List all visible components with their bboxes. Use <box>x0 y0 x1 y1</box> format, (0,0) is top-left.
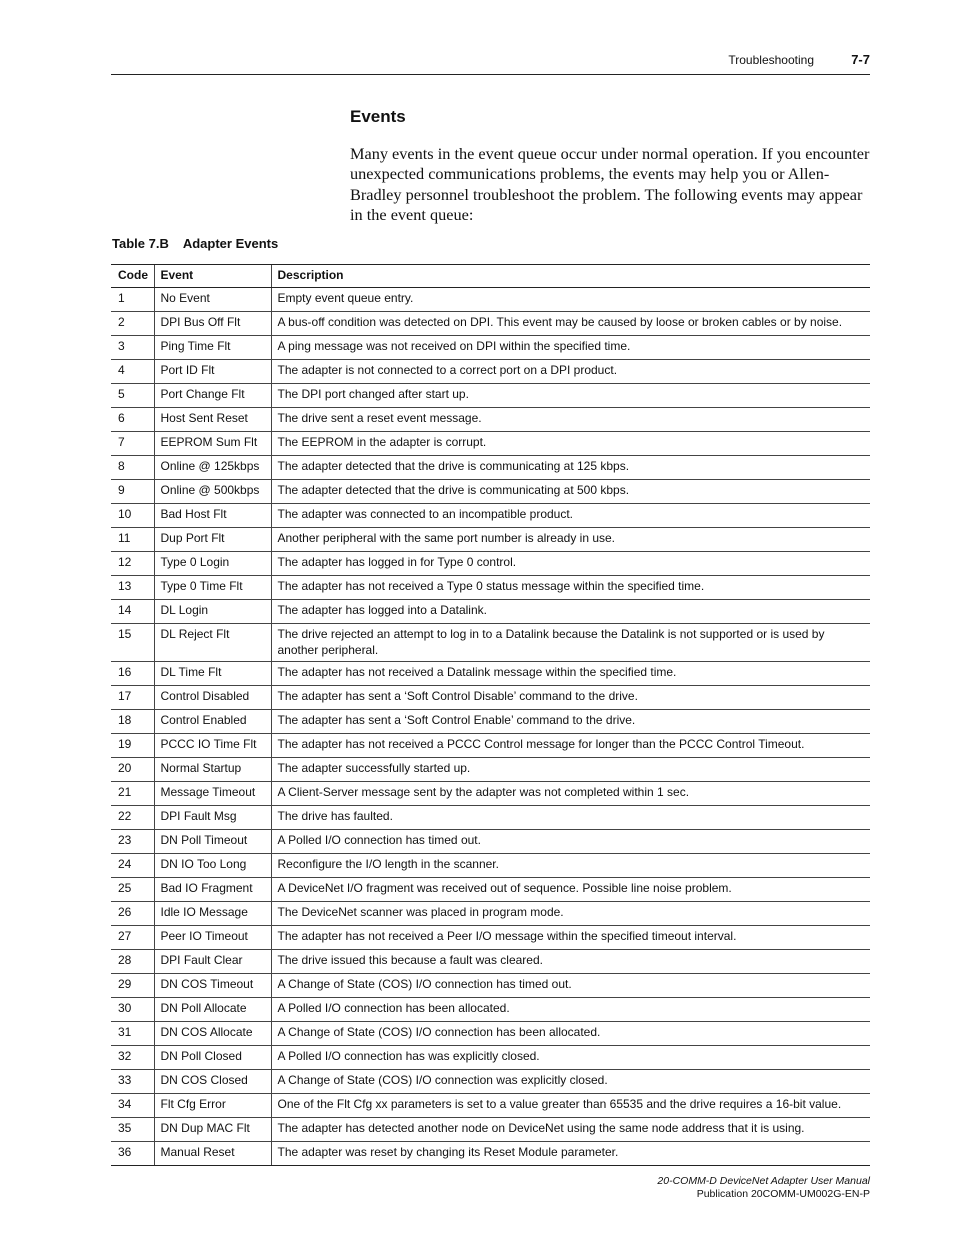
event-code-cell: 1 <box>111 288 154 312</box>
table-caption-number: Table 7.B <box>112 236 169 251</box>
event-description-cell: The DPI port changed after start up. <box>271 384 870 408</box>
table-row <box>111 806 870 830</box>
event-name-cell: DN COS Timeout <box>154 974 271 998</box>
event-name-cell: Bad Host Flt <box>154 504 271 528</box>
event-description-cell: A Change of State (COS) I/O connection was explicitly closed. <box>271 1070 870 1094</box>
table-row <box>111 1046 870 1070</box>
event-code-cell: 33 <box>111 1070 154 1094</box>
event-name-cell: DN Poll Closed <box>154 1046 271 1070</box>
table-row <box>111 552 870 576</box>
event-description-cell: Reconfigure the I/O length in the scanner. <box>271 854 870 878</box>
event-description-cell: A Polled I/O connection has timed out. <box>271 830 870 854</box>
event-code-cell: 19 <box>111 734 154 758</box>
table-row <box>111 1142 870 1166</box>
event-name-cell: DN Poll Timeout <box>154 830 271 854</box>
table-row <box>111 998 870 1022</box>
table-row <box>111 480 870 504</box>
event-code-cell: 2 <box>111 312 154 336</box>
table-row <box>111 384 870 408</box>
event-name-cell: DN Dup MAC Flt <box>154 1118 271 1142</box>
table-row <box>111 782 870 806</box>
event-description-cell: The adapter has logged into a Datalink. <box>271 600 870 624</box>
event-description-cell: A Change of State (COS) I/O connection has timed out. <box>271 974 870 998</box>
event-description-cell: The DeviceNet scanner was placed in program mode. <box>271 902 870 926</box>
event-code-cell: 27 <box>111 926 154 950</box>
table-caption <box>112 236 278 251</box>
event-name-cell: DL Reject Flt <box>154 624 271 662</box>
event-name-cell: Idle IO Message <box>154 902 271 926</box>
event-name-cell: Normal Startup <box>154 758 271 782</box>
event-name-cell: DN COS Closed <box>154 1070 271 1094</box>
table-row <box>111 336 870 360</box>
event-code-cell: 29 <box>111 974 154 998</box>
event-name-cell: Control Disabled <box>154 686 271 710</box>
event-code-cell: 16 <box>111 662 154 686</box>
column-header-description: Description <box>271 265 870 288</box>
event-name-cell: DPI Fault Clear <box>154 950 271 974</box>
event-code-cell: 5 <box>111 384 154 408</box>
event-description-cell: The EEPROM in the adapter is corrupt. <box>271 432 870 456</box>
event-code-cell: 15 <box>111 624 154 662</box>
event-description-cell: The adapter detected that the drive is communicating at 125 kbps. <box>271 456 870 480</box>
page-header <box>111 52 870 75</box>
event-name-cell: Host Sent Reset <box>154 408 271 432</box>
event-name-cell: Manual Reset <box>154 1142 271 1166</box>
table-row <box>111 576 870 600</box>
event-code-cell: 8 <box>111 456 154 480</box>
table-row <box>111 758 870 782</box>
table-row <box>111 710 870 734</box>
event-description-cell: One of the Flt Cfg xx parameters is set to a value greater than 65535 and the drive requires a 16-bit value. <box>271 1094 870 1118</box>
event-code-cell: 7 <box>111 432 154 456</box>
event-description-cell: A Polled I/O connection has was explicitly closed. <box>271 1046 870 1070</box>
event-code-cell: 30 <box>111 998 154 1022</box>
adapter-events-table <box>111 264 870 1166</box>
event-name-cell: DL Time Flt <box>154 662 271 686</box>
event-name-cell: PCCC IO Time Flt <box>154 734 271 758</box>
table-row <box>111 528 870 552</box>
event-code-cell: 12 <box>111 552 154 576</box>
event-description-cell: Empty event queue entry. <box>271 288 870 312</box>
event-name-cell: Port Change Flt <box>154 384 271 408</box>
event-code-cell: 23 <box>111 830 154 854</box>
event-name-cell: DPI Bus Off Flt <box>154 312 271 336</box>
event-name-cell: Peer IO Timeout <box>154 926 271 950</box>
section-heading: Events <box>350 107 406 126</box>
table-row <box>111 312 870 336</box>
event-code-cell: 11 <box>111 528 154 552</box>
table-row <box>111 830 870 854</box>
table-caption-title: Adapter Events <box>182 236 279 251</box>
event-description-cell: The adapter has detected another node on DeviceNet using the same node address that it is using. <box>271 1118 870 1142</box>
table-row <box>111 600 870 624</box>
table-row <box>111 432 870 456</box>
event-name-cell: No Event <box>154 288 271 312</box>
event-description-cell: The adapter has not received a Peer I/O message within the specified timeout interval. <box>271 926 870 950</box>
event-code-cell: 35 <box>111 1118 154 1142</box>
table-row <box>111 288 870 312</box>
event-description-cell: A ping message was not received on DPI within the specified time. <box>271 336 870 360</box>
event-code-cell: 10 <box>111 504 154 528</box>
event-description-cell: A Polled I/O connection has been allocated. <box>271 998 870 1022</box>
table-row <box>111 360 870 384</box>
event-description-cell: A bus-off condition was detected on DPI. This event may be caused by loose or broken cables or by noise. <box>271 312 870 336</box>
table-body <box>111 288 870 1166</box>
event-description-cell: The drive sent a reset event message. <box>271 408 870 432</box>
event-description-cell: The adapter was reset by changing its Reset Module parameter. <box>271 1142 870 1166</box>
event-code-cell: 18 <box>111 710 154 734</box>
table-row <box>111 1070 870 1094</box>
table-row <box>111 950 870 974</box>
table-row <box>111 504 870 528</box>
event-name-cell: Port ID Flt <box>154 360 271 384</box>
event-code-cell: 14 <box>111 600 154 624</box>
event-description-cell: The adapter detected that the drive is communicating at 500 kbps. <box>271 480 870 504</box>
event-description-cell: A Client-Server message sent by the adapter was not completed within 1 sec. <box>271 782 870 806</box>
event-code-cell: 26 <box>111 902 154 926</box>
event-name-cell: Flt Cfg Error <box>154 1094 271 1118</box>
event-name-cell: DL Login <box>154 600 271 624</box>
event-code-cell: 31 <box>111 1022 154 1046</box>
event-description-cell: The adapter has not received a PCCC Control message for longer than the PCCC Control Timeout. <box>271 734 870 758</box>
event-code-cell: 3 <box>111 336 154 360</box>
event-description-cell: The adapter successfully started up. <box>271 758 870 782</box>
event-description-cell: The adapter was connected to an incompatible product. <box>271 504 870 528</box>
event-name-cell: Online @ 125kbps <box>154 456 271 480</box>
table-row <box>111 1022 870 1046</box>
table-row <box>111 878 870 902</box>
table-row <box>111 686 870 710</box>
event-description-cell: A Change of State (COS) I/O connection has been allocated. <box>271 1022 870 1046</box>
event-code-cell: 20 <box>111 758 154 782</box>
table-row <box>111 408 870 432</box>
page-footer <box>657 1175 870 1201</box>
table-row <box>111 1094 870 1118</box>
event-description-cell: Another peripheral with the same port number is already in use. <box>271 528 870 552</box>
event-name-cell: Dup Port Flt <box>154 528 271 552</box>
event-name-cell: Online @ 500kbps <box>154 480 271 504</box>
event-description-cell: The adapter has not received a Datalink message within the specified time. <box>271 662 870 686</box>
event-code-cell: 32 <box>111 1046 154 1070</box>
intro-paragraph: Many events in the event queue occur under normal operation. If you encounter unexpected communications problems, the events may help you or Allen-Bradley personnel troubleshoot the problem. The following events may appear in the event queue: <box>350 144 870 224</box>
event-name-cell: Control Enabled <box>154 710 271 734</box>
table-header-row <box>111 265 870 288</box>
event-code-cell: 34 <box>111 1094 154 1118</box>
event-name-cell: DN Poll Allocate <box>154 998 271 1022</box>
column-header-code: Code <box>111 265 154 288</box>
header-section-title: Troubleshooting <box>728 53 814 67</box>
event-name-cell: EEPROM Sum Flt <box>154 432 271 456</box>
event-description-cell: The adapter has sent a ‘Soft Control Disable’ command to the drive. <box>271 686 870 710</box>
event-description-cell: A DeviceNet I/O fragment was received out of sequence. Possible line noise problem. <box>271 878 870 902</box>
table-row <box>111 734 870 758</box>
event-name-cell: DPI Fault Msg <box>154 806 271 830</box>
table-row <box>111 662 870 686</box>
event-description-cell: The adapter has not received a Type 0 status message within the specified time. <box>271 576 870 600</box>
event-code-cell: 36 <box>111 1142 154 1166</box>
event-name-cell: DN COS Allocate <box>154 1022 271 1046</box>
event-name-cell: DN IO Too Long <box>154 854 271 878</box>
event-code-cell: 25 <box>111 878 154 902</box>
event-name-cell: Type 0 Login <box>154 552 271 576</box>
event-description-cell: The adapter has sent a ‘Soft Control Enable’ command to the drive. <box>271 710 870 734</box>
event-code-cell: 13 <box>111 576 154 600</box>
event-code-cell: 4 <box>111 360 154 384</box>
table-row <box>111 926 870 950</box>
event-code-cell: 24 <box>111 854 154 878</box>
event-code-cell: 21 <box>111 782 154 806</box>
event-name-cell: Ping Time Flt <box>154 336 271 360</box>
event-description-cell: The drive has faulted. <box>271 806 870 830</box>
header-page-number: 7-7 <box>851 52 870 67</box>
event-name-cell: Bad IO Fragment <box>154 878 271 902</box>
table-row <box>111 1118 870 1142</box>
table-row <box>111 456 870 480</box>
event-code-cell: 28 <box>111 950 154 974</box>
event-name-cell: Message Timeout <box>154 782 271 806</box>
event-description-cell: The adapter has logged in for Type 0 control. <box>271 552 870 576</box>
column-header-event: Event <box>154 265 271 288</box>
event-code-cell: 17 <box>111 686 154 710</box>
table-row <box>111 854 870 878</box>
table-row <box>111 624 870 662</box>
footer-manual-title: 20-COMM-D DeviceNet Adapter User Manual <box>657 1175 870 1187</box>
event-description-cell: The drive rejected an attempt to log in to a Datalink because the Datalink is not supported or is used by another peripheral. <box>271 624 870 662</box>
event-code-cell: 6 <box>111 408 154 432</box>
event-code-cell: 9 <box>111 480 154 504</box>
event-code-cell: 22 <box>111 806 154 830</box>
table-row <box>111 974 870 998</box>
event-description-cell: The drive issued this because a fault was cleared. <box>271 950 870 974</box>
event-name-cell: Type 0 Time Flt <box>154 576 271 600</box>
table-row <box>111 902 870 926</box>
footer-publication: Publication 20COMM-UM002G-EN-P <box>696 1188 870 1200</box>
event-description-cell: The adapter is not connected to a correct port on a DPI product. <box>271 360 870 384</box>
